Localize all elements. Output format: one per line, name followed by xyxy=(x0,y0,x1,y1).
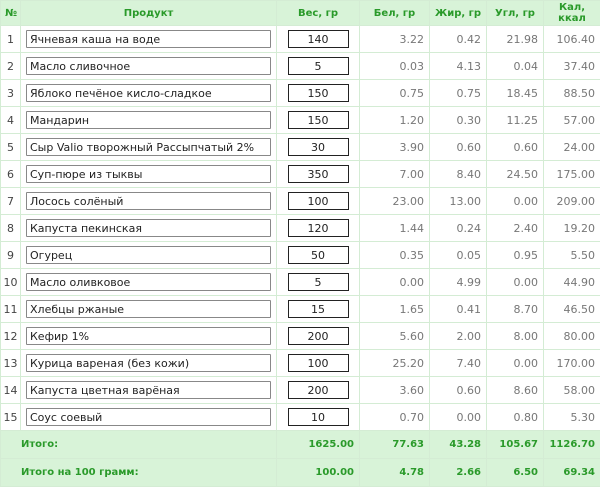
carbs-value: 0.00 xyxy=(487,269,544,296)
weight-cell xyxy=(277,215,360,242)
table-body xyxy=(1,26,600,431)
row-index: 12 xyxy=(1,323,21,350)
protein-value: 0.03 xyxy=(360,53,430,80)
carbs-value: 18.45 xyxy=(487,80,544,107)
per100-protein: 4.78 xyxy=(360,459,430,487)
product-name-input[interactable] xyxy=(26,273,271,291)
weight-input[interactable] xyxy=(288,138,349,156)
kcal-value: 80.00 xyxy=(544,323,600,350)
product-name-input[interactable] xyxy=(26,57,271,75)
weight-input[interactable] xyxy=(288,57,349,75)
product-name-input[interactable] xyxy=(26,111,271,129)
product-name-cell xyxy=(21,80,277,107)
product-name-cell xyxy=(21,269,277,296)
row-index: 1 xyxy=(1,26,21,53)
protein-value: 7.00 xyxy=(360,161,430,188)
carbs-value: 0.60 xyxy=(487,134,544,161)
protein-value: 3.60 xyxy=(360,377,430,404)
weight-input[interactable] xyxy=(288,192,349,210)
totals-carbs: 105.67 xyxy=(487,431,544,459)
weight-cell xyxy=(277,296,360,323)
product-name-cell xyxy=(21,323,277,350)
row-index: 8 xyxy=(1,215,21,242)
table-row xyxy=(1,53,600,80)
product-name-input[interactable] xyxy=(26,327,271,345)
carbs-value: 0.00 xyxy=(487,350,544,377)
protein-value: 23.00 xyxy=(360,188,430,215)
totals-fat: 43.28 xyxy=(430,431,487,459)
weight-input[interactable] xyxy=(288,327,349,345)
fat-value: 0.41 xyxy=(430,296,487,323)
product-name-input[interactable] xyxy=(26,192,271,210)
header-protein: Бел, гр xyxy=(360,1,430,26)
carbs-value: 8.60 xyxy=(487,377,544,404)
table-row xyxy=(1,26,600,53)
product-name-cell xyxy=(21,161,277,188)
product-name-input[interactable] xyxy=(26,246,271,264)
row-index: 14 xyxy=(1,377,21,404)
row-index: 3 xyxy=(1,80,21,107)
table-row xyxy=(1,377,600,404)
protein-value: 0.70 xyxy=(360,404,430,431)
product-name-cell xyxy=(21,107,277,134)
per100-weight: 100.00 xyxy=(277,459,360,487)
carbs-value: 11.25 xyxy=(487,107,544,134)
weight-cell xyxy=(277,350,360,377)
kcal-value: 170.00 xyxy=(544,350,600,377)
table-row xyxy=(1,323,600,350)
carbs-value: 8.00 xyxy=(487,323,544,350)
kcal-value: 58.00 xyxy=(544,377,600,404)
kcal-value: 46.50 xyxy=(544,296,600,323)
product-name-input[interactable] xyxy=(26,30,271,48)
table-row xyxy=(1,296,600,323)
row-index: 13 xyxy=(1,350,21,377)
row-index: 6 xyxy=(1,161,21,188)
fat-value: 0.00 xyxy=(430,404,487,431)
protein-value: 3.90 xyxy=(360,134,430,161)
totals-protein: 77.63 xyxy=(360,431,430,459)
kcal-value: 57.00 xyxy=(544,107,600,134)
row-index: 5 xyxy=(1,134,21,161)
protein-value: 1.20 xyxy=(360,107,430,134)
weight-cell xyxy=(277,53,360,80)
weight-cell xyxy=(277,242,360,269)
protein-value: 0.35 xyxy=(360,242,430,269)
weight-input[interactable] xyxy=(288,165,349,183)
protein-value: 5.60 xyxy=(360,323,430,350)
row-index: 4 xyxy=(1,107,21,134)
kcal-value: 44.90 xyxy=(544,269,600,296)
table-row xyxy=(1,80,600,107)
row-index: 15 xyxy=(1,404,21,431)
totals-weight: 1625.00 xyxy=(277,431,360,459)
header-weight: Вес, гр xyxy=(277,1,360,26)
product-name-cell xyxy=(21,53,277,80)
product-name-input[interactable] xyxy=(26,138,271,156)
header-fat: Жир, гр xyxy=(430,1,487,26)
fat-value: 0.24 xyxy=(430,215,487,242)
product-name-cell xyxy=(21,26,277,53)
protein-value: 0.75 xyxy=(360,80,430,107)
product-name-input[interactable] xyxy=(26,408,271,426)
kcal-value: 209.00 xyxy=(544,188,600,215)
row-index: 2 xyxy=(1,53,21,80)
fat-value: 7.40 xyxy=(430,350,487,377)
weight-input[interactable] xyxy=(288,246,349,264)
product-name-cell xyxy=(21,350,277,377)
fat-value: 0.42 xyxy=(430,26,487,53)
fat-value: 13.00 xyxy=(430,188,487,215)
fat-value: 4.99 xyxy=(430,269,487,296)
kcal-value: 24.00 xyxy=(544,134,600,161)
protein-value: 1.44 xyxy=(360,215,430,242)
row-index: 10 xyxy=(1,269,21,296)
product-name-cell xyxy=(21,188,277,215)
weight-input[interactable] xyxy=(288,30,349,48)
totals-row xyxy=(1,431,600,459)
fat-value: 4.13 xyxy=(430,53,487,80)
weight-cell xyxy=(277,323,360,350)
totals-label: Итого: xyxy=(1,431,277,459)
header-index: № xyxy=(1,1,21,26)
carbs-value: 0.80 xyxy=(487,404,544,431)
per100-carbs: 6.50 xyxy=(487,459,544,487)
table-row xyxy=(1,134,600,161)
header-product: Продукт xyxy=(21,1,277,26)
protein-value: 1.65 xyxy=(360,296,430,323)
weight-input[interactable] xyxy=(288,381,349,399)
table-row xyxy=(1,404,600,431)
weight-input[interactable] xyxy=(288,273,349,291)
fat-value: 2.00 xyxy=(430,323,487,350)
per100-label: Итого на 100 грамм: xyxy=(1,459,277,487)
weight-cell xyxy=(277,107,360,134)
fat-value: 0.05 xyxy=(430,242,487,269)
kcal-value: 88.50 xyxy=(544,80,600,107)
kcal-value: 5.50 xyxy=(544,242,600,269)
weight-cell xyxy=(277,161,360,188)
header-kcal: Кал, ккал xyxy=(544,1,600,26)
table-footer xyxy=(1,431,600,487)
carbs-value: 21.98 xyxy=(487,26,544,53)
totals-kcal: 1126.70 xyxy=(544,431,600,459)
kcal-value: 106.40 xyxy=(544,26,600,53)
table-row xyxy=(1,269,600,296)
product-name-input[interactable] xyxy=(26,219,271,237)
weight-input[interactable] xyxy=(288,408,349,426)
product-name-cell xyxy=(21,404,277,431)
per100-fat: 2.66 xyxy=(430,459,487,487)
carbs-value: 0.00 xyxy=(487,188,544,215)
weight-input[interactable] xyxy=(288,219,349,237)
kcal-value: 19.20 xyxy=(544,215,600,242)
fat-value: 0.30 xyxy=(430,107,487,134)
product-name-input[interactable] xyxy=(26,84,271,102)
product-name-input[interactable] xyxy=(26,165,271,183)
carbs-value: 0.04 xyxy=(487,53,544,80)
fat-value: 0.60 xyxy=(430,377,487,404)
kcal-value: 37.40 xyxy=(544,53,600,80)
weight-cell xyxy=(277,188,360,215)
row-index: 7 xyxy=(1,188,21,215)
protein-value: 0.00 xyxy=(360,269,430,296)
product-name-cell xyxy=(21,242,277,269)
table-row xyxy=(1,161,600,188)
carbs-value: 0.95 xyxy=(487,242,544,269)
weight-input[interactable] xyxy=(288,354,349,372)
fat-value: 0.60 xyxy=(430,134,487,161)
product-name-input[interactable] xyxy=(26,381,271,399)
product-name-input[interactable] xyxy=(26,354,271,372)
per100-kcal: 69.34 xyxy=(544,459,600,487)
weight-cell xyxy=(277,404,360,431)
carbs-value: 24.50 xyxy=(487,161,544,188)
product-name-cell xyxy=(21,215,277,242)
table-row xyxy=(1,215,600,242)
table-row xyxy=(1,188,600,215)
protein-value: 25.20 xyxy=(360,350,430,377)
row-index: 11 xyxy=(1,296,21,323)
product-name-input[interactable] xyxy=(26,300,271,318)
row-index: 9 xyxy=(1,242,21,269)
carbs-value: 2.40 xyxy=(487,215,544,242)
fat-value: 8.40 xyxy=(430,161,487,188)
protein-value: 3.22 xyxy=(360,26,430,53)
per100-row xyxy=(1,459,600,487)
weight-cell xyxy=(277,269,360,296)
kcal-value: 5.30 xyxy=(544,404,600,431)
weight-cell xyxy=(277,80,360,107)
fat-value: 0.75 xyxy=(430,80,487,107)
carbs-value: 8.70 xyxy=(487,296,544,323)
product-name-cell xyxy=(21,377,277,404)
table-header xyxy=(1,1,600,26)
weight-cell xyxy=(277,26,360,53)
header-carbs: Угл, гр xyxy=(487,1,544,26)
table-row xyxy=(1,350,600,377)
product-name-cell xyxy=(21,296,277,323)
kcal-value: 175.00 xyxy=(544,161,600,188)
table-row xyxy=(1,107,600,134)
weight-input[interactable] xyxy=(288,84,349,102)
weight-cell xyxy=(277,377,360,404)
table-row xyxy=(1,242,600,269)
weight-input[interactable] xyxy=(288,111,349,129)
weight-cell xyxy=(277,134,360,161)
product-name-cell xyxy=(21,134,277,161)
weight-input[interactable] xyxy=(288,300,349,318)
